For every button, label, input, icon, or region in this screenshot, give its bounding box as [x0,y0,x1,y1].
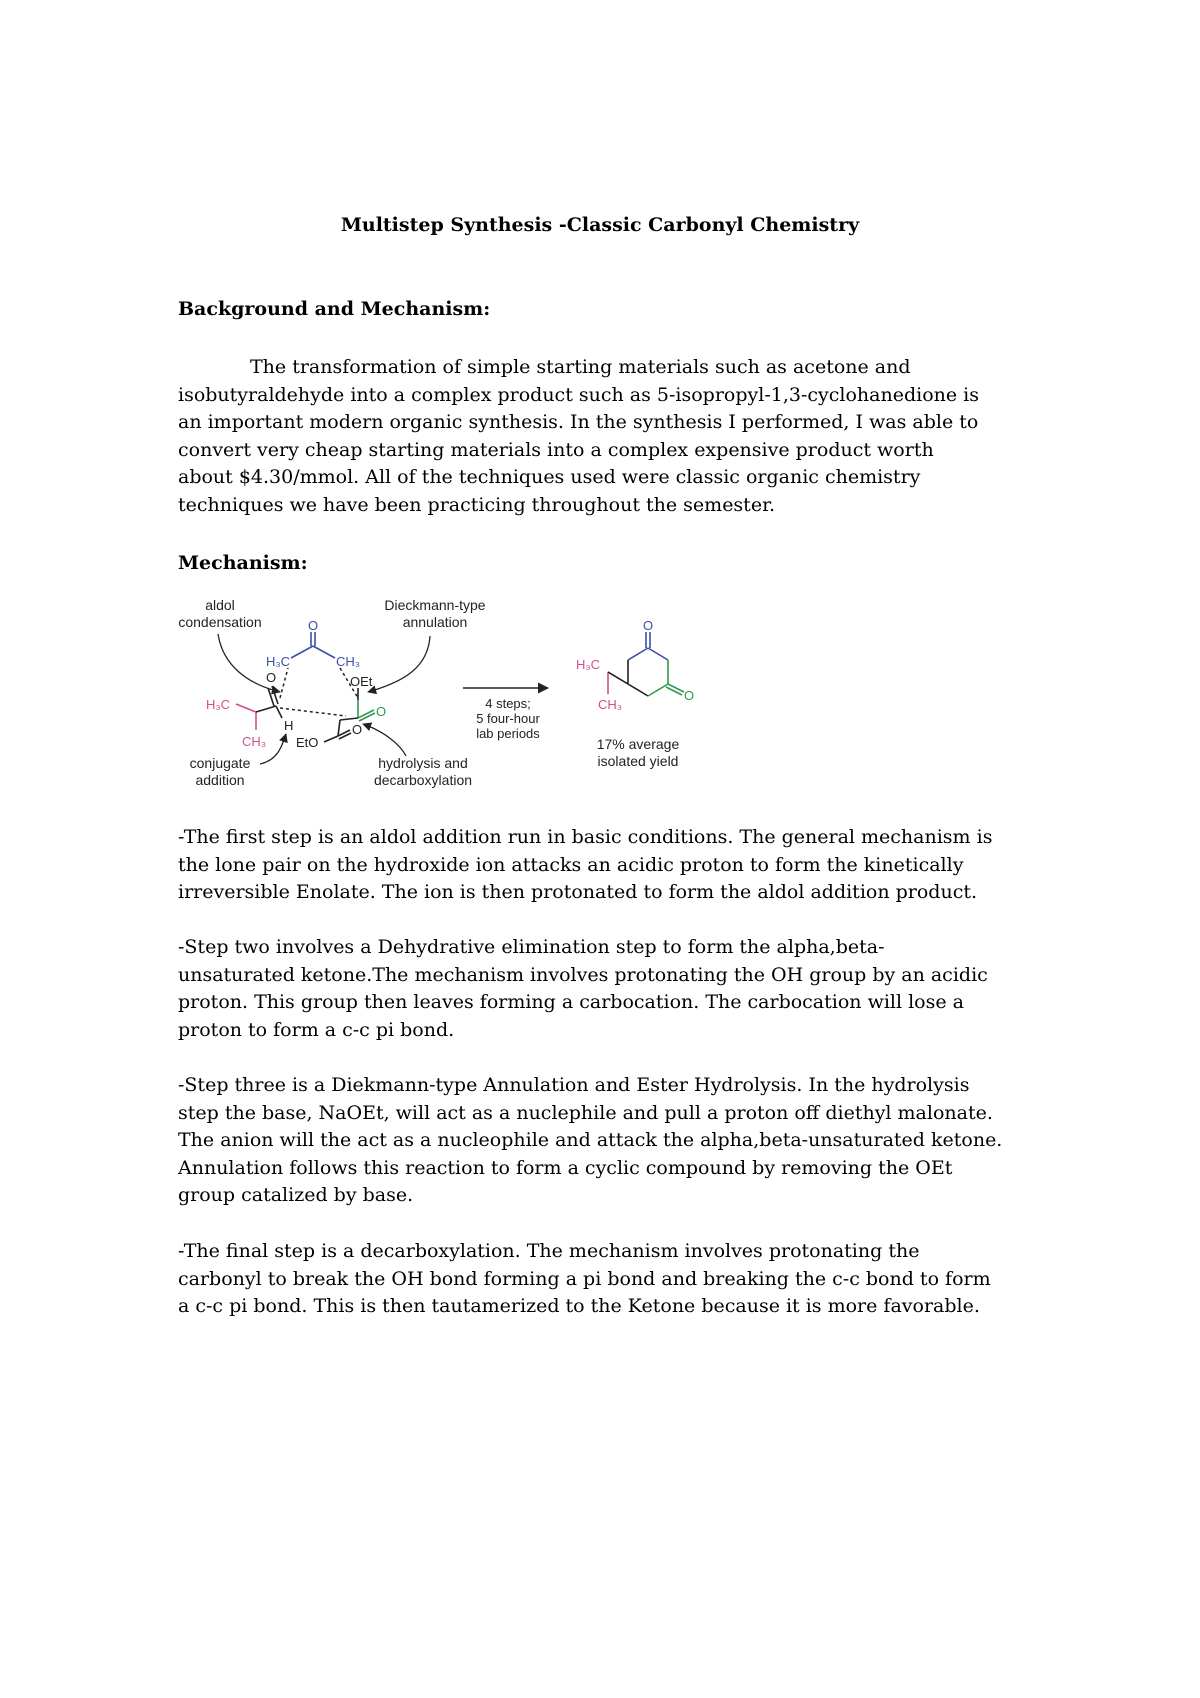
label-decarboxylation: decarboxylation [373,772,473,788]
document-title: Multistep Synthesis -Classic Carbonyl Chemistry [340,214,860,236]
malonate-eto: EtO [296,735,319,750]
isobutyraldehyde-fragment [236,704,256,730]
paragraph-line: -The first step is an aldol addition run in basic conditions. The general mechanism is [178,826,993,848]
forming-bonds [280,668,358,716]
product-h3c: H₃C [576,657,601,672]
product-ring-blue [628,632,668,660]
paragraph-line: convert very cheap starting materials into a complex expensive product worth [178,438,934,461]
acetone-ch3: CH₃ [336,654,361,669]
product-link-bond [608,672,628,684]
malonate-o-green: O [376,704,387,719]
paragraph-line: a c-c pi bond. This is then tautamerized to the Ketone because it is more favorable. [178,1295,980,1318]
reaction-scheme [178,596,718,796]
section-heading: Background and Mechanism: [178,298,491,320]
step-3-paragraph [178,1072,1058,1210]
paragraph-line: proton to form a c-c pi bond. [178,1018,455,1041]
malonate-oet: OEt [350,674,373,689]
malonate-o-black: O [352,722,363,737]
product-o-top: O [642,618,654,633]
step-2-paragraph [178,934,1058,1044]
aldehyde-carbonyl [256,686,282,718]
label-conjugate: conjugate [189,755,251,771]
paragraph-line: -The final step is a decarboxylation. The mechanism involves protonating the [178,1240,920,1262]
paragraph-line: proton. This group then leaves forming a carbocation. The carbocation will lose a [178,991,964,1014]
label-condensation: condensation [178,614,262,630]
arrow-text-periods: 5 four-hour [476,711,540,726]
paragraph-line: The anion will the act as a nucleophile and attack the alpha,beta-unsaturated ketone. [178,1129,1003,1152]
paragraph-line: isobutyraldehyde into a complex product such as 5-isopropyl-1,3-cyclohanedione is [178,383,979,406]
paragraph-line: about $4.30/mmol. All of the techniques used were classic organic chemistry [178,466,921,489]
paragraph-line: the lone pair on the hydroxide ion attacks an acidic proton to form the kinetically [178,853,964,876]
acetone-fragment [291,632,335,658]
product-ch3: CH₃ [598,697,623,712]
paragraph-line: unsaturated ketone.The mechanism involves protonating the OH group by an acidic [178,963,988,986]
acetone-h3c: H₃C [266,654,291,669]
paragraph-line: an important modern organic synthesis. In the synthesis I performed, I was able to [178,411,979,434]
paragraph-line: Annulation follows this reaction to form a cyclic compound by removing the OEt [178,1156,953,1179]
paragraph-line: techniques we have been practicing throughout the semester. [178,493,776,516]
arrow-hydrolysis [363,724,406,756]
paragraph-line: carbonyl to break the OH bond forming a pi bond and breaking the c-c bond to form [178,1267,991,1290]
paragraph-line: group catalized by base. [178,1184,414,1207]
arrow-dieckmann [368,636,430,692]
paragraph-line: irreversible Enolate. The ion is then protonated to form the aldol addition product. [178,881,978,904]
label-addition: addition [195,772,245,788]
yield-subtext: isolated yield [597,753,679,769]
product-ring-black [628,660,648,696]
aldehyde-h-atom: H [284,718,294,733]
arrow-text-steps: 4 steps; [485,696,531,711]
label-dieckmann: Dieckmann-type [384,597,486,613]
paragraph-line: -Step three is a Diekmann-type Annulation and Ester Hydrolysis. In the hydrolysis [178,1074,970,1096]
aldehyde-o-atom: O [266,670,277,685]
label-aldol: aldol [205,597,235,613]
isobutyr-ch3: CH₃ [242,734,267,749]
isobutyr-h3c: H₃C [206,697,231,712]
label-hydrolysis: hydrolysis and [378,755,468,771]
acetone-o-atom: O [307,618,319,633]
paragraph-line: step the base, NaOEt, will act as a nuclephile and pull a proton off diethyl malonate. [178,1101,993,1124]
arrow-text-lab: lab periods [476,726,540,741]
mechanism-heading: Mechanism: [178,552,308,574]
label-annulation: annulation [402,614,468,630]
step-1-paragraph [178,824,1058,907]
intro-paragraph [178,354,1058,520]
product-ring-green [648,660,684,696]
malonate-ester-green [358,700,375,721]
yield-text: 17% average [596,736,680,752]
step-4-paragraph [178,1238,1058,1321]
paragraph-line: -Step two involves a Dehydrative elimination step to form the alpha,beta- [178,936,885,958]
product-o-right: O [684,688,695,703]
paragraph-line: The transformation of simple starting materials such as acetone and [250,356,911,378]
